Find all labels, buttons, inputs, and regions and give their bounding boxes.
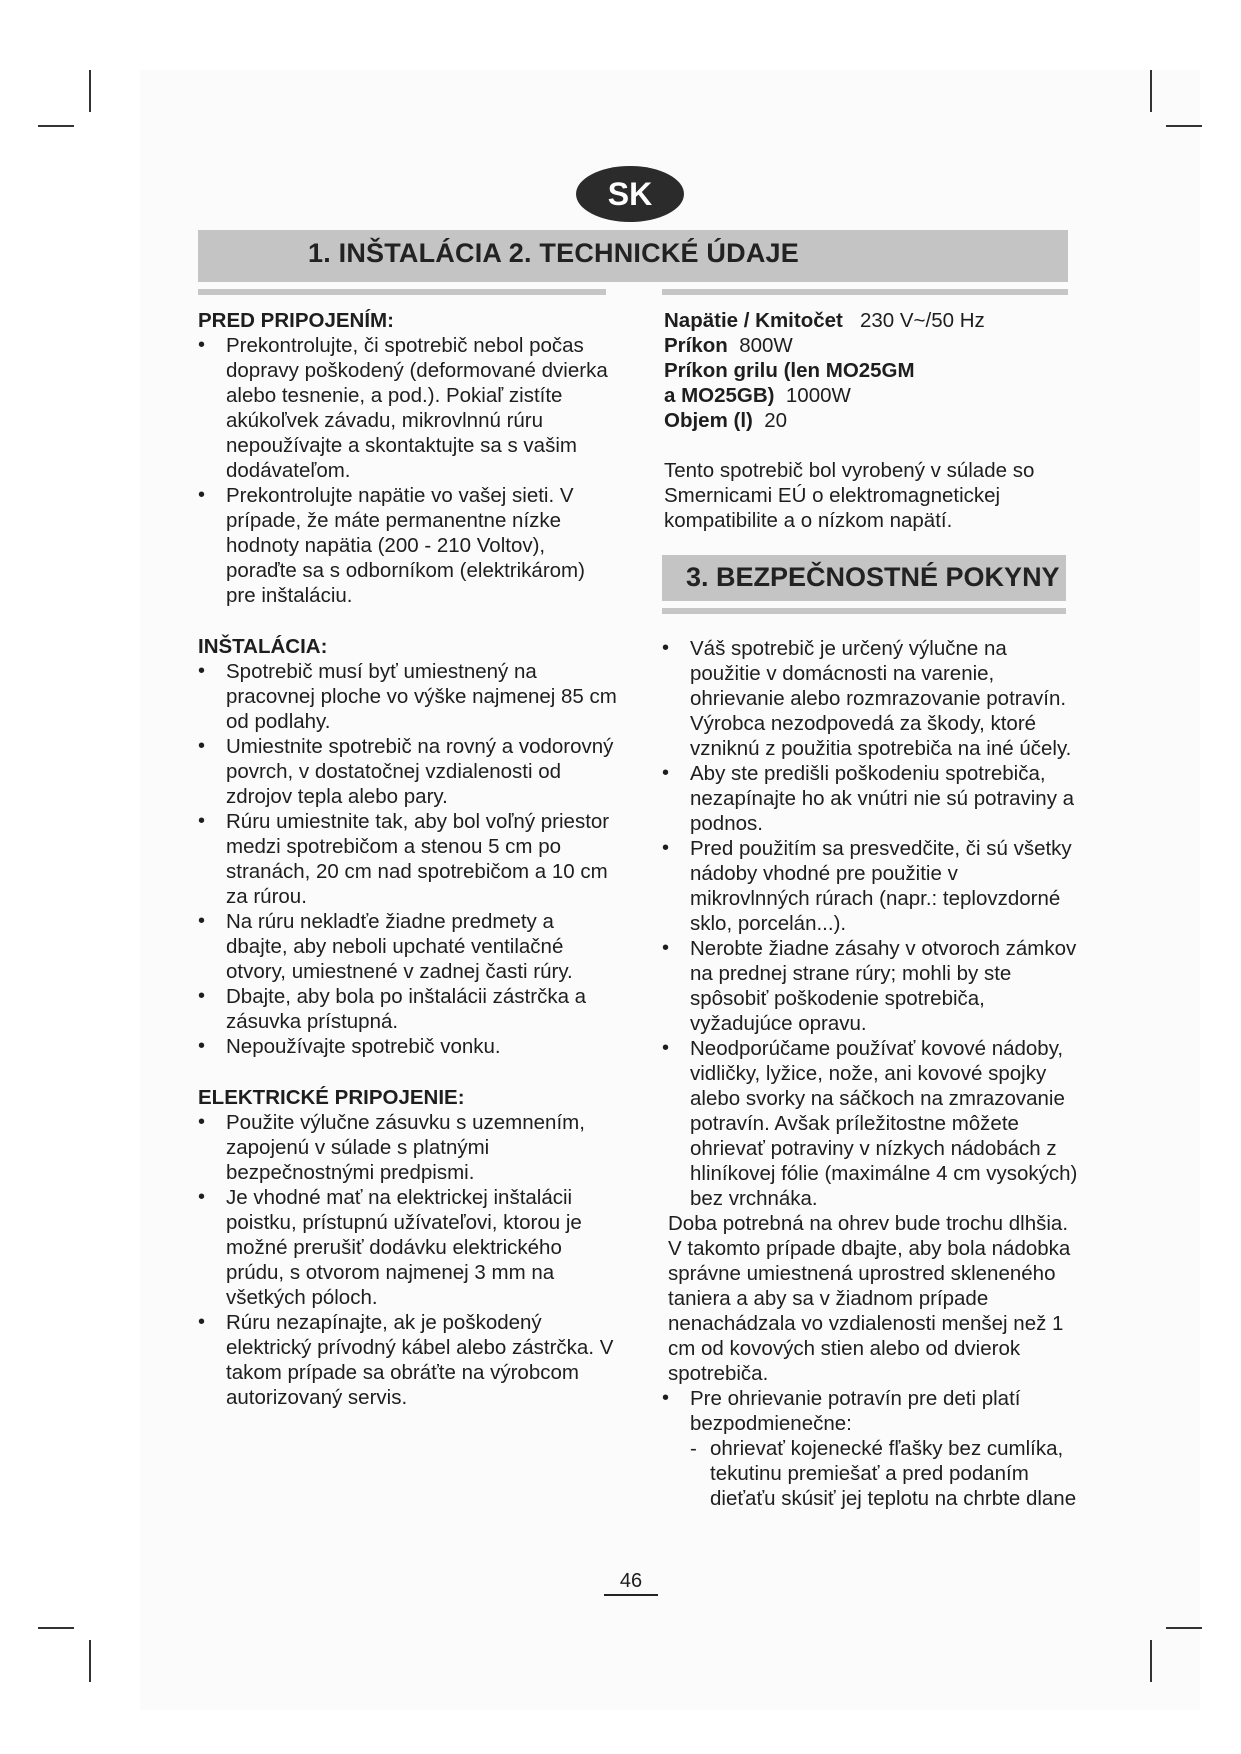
spec-grill-power: a MO25GB) 1000W (664, 384, 851, 407)
section-title-installation: INŠTALÁCIA: (198, 635, 328, 658)
safety-column (662, 636, 1080, 1511)
dash-mark: - (690, 1437, 697, 1460)
list-item: • Rúru nezapínajte, ak je poškodený elektrický prívodný kábel alebo zástrčka. V takom prípade sa obráťte na výrobcom autorizovaný servis. (198, 1310, 618, 1410)
crop-mark-top-left-v (89, 70, 91, 112)
language-badge: SK (576, 166, 684, 222)
spec-power: Príkon 800W (664, 334, 793, 357)
section-title-electrical-connection: ELEKTRICKÉ PRIPOJENIE: (198, 1086, 465, 1109)
list-item: • Váš spotrebič je určený výlučne na použitie v domácnosti na varenie, ohrievanie alebo rozmrazovanie potravín. Výrobca nezodpovedá za škody, ktoré vzniknú z použitia spotrebiča na iné účely. (662, 636, 1080, 761)
list-item: • Spotrebič musí byť umiestnený na pracovnej ploche vo výške najmenej 85 cm od podlahy. (198, 659, 618, 734)
header-underline-left (198, 289, 606, 295)
header-underline-right (662, 289, 1068, 295)
list-item: • Na rúru nekladťe žiadne predmety a dbajte, aby neboli upchaté ventilačné otvory, umiestnené v zadnej časti rúry. (198, 909, 618, 984)
heating-time-paragraph: Doba potrebná na ohrev bude trochu dlhšia. V takomto prípade dbajte, aby bola nádobka správne umiestnená uprostred skleneného taniera a aby sa v žiadnom prípade nenachádzala vo vzdialenosti menšej než 1 cm od kovových stien alebo od dvierok spotrebiča. (668, 1212, 1071, 1385)
before-connection-list (198, 333, 618, 608)
crop-mark-bottom-left-h (38, 1627, 74, 1629)
list-item: • Dbajte, aby bola po inštalácii zástrčka a zásuvka prístupná. (198, 984, 618, 1034)
list-item: • Pre ohrievanie potravín pre deti platí bezpodmienečne: (662, 1386, 1080, 1436)
list-item: • Je vhodné mať na elektrickej inštalácii poistku, prístupnú užívateľovi, ktorou je možné prerušiť dodávku elektrického prúdu, s otvorom najmenej 3 mm na všetkých póloch. (198, 1185, 618, 1310)
left-column (198, 308, 618, 1410)
section-title-before-connection: PRED PRIPOJENÍM: (198, 309, 394, 332)
list-item: • Prekontrolujte, či spotrebič nebol počas dopravy poškodený (deformované dvierka alebo tesnenie, a pod.). Pokiaľ zistíte akúkoľvek závadu, mikrovlnnú rúru nepoužívajte a skontaktujte sa s vašim dodávateľom. (198, 333, 618, 483)
list-item: • Prekontrolujte napätie vo vašej sieti. V prípade, že máte permanentne nízke hodnoty napätia (200 - 210 Voltov), poraďte sa s odborníkom (elektrikárom) pre inštaláciu. (198, 483, 618, 608)
technical-specs (664, 308, 1084, 533)
electrical-connection-list (198, 1110, 618, 1410)
list-item: • Umiestnite spotrebič na rovný a vodorovný povrch, v dostatočnej vzdialenosti od zdrojov tepla alebo pary. (198, 734, 618, 809)
list-item: • Nepoužívajte spotrebič vonku. (198, 1034, 618, 1059)
baby-bottle-instruction (662, 1436, 1080, 1511)
list-item: • Použite výlučne zásuvku s uzemnením, zapojenú v súlade s platnými bezpečnostnými predpismi. (198, 1110, 618, 1185)
installation-list (198, 659, 618, 1059)
safety-list (662, 636, 1080, 1211)
list-item: • Neodporúčame používať kovové nádoby, vidličky, lyžice, nože, ani kovové spojky alebo svorky na sáčkoch na zmrazovanie potravín. Avšak príležitostne môžete ohrievať potraviny v nízkych nádobách z hliníkovej fólie (maximálne 4 cm vysokých) bez vrchnáka. (662, 1036, 1080, 1211)
crop-mark-top-left-h (38, 125, 74, 127)
crop-mark-bottom-right-h (1166, 1627, 1202, 1629)
crop-mark-bottom-right-v (1150, 1640, 1152, 1682)
section-heading-safety: 3. BEZPEČNOSTNÉ POKYNY (686, 562, 1060, 592)
safety-list-children (662, 1386, 1080, 1436)
conformity-note: Tento spotrebič bol vyrobený v súlade so Smernicami EÚ o elektromagnetickej kompatibilite a o nízkom napätí. (664, 459, 1035, 532)
crop-mark-top-right-v (1150, 70, 1152, 112)
list-item: • Aby ste predišli poškodeniu spotrebiča, nezapínajte ho ak vnútri nie sú potraviny a podnos. (662, 761, 1080, 836)
list-item: • Nerobte žiadne zásahy v otvoroch zámkov na prednej strane rúry; mohli by ste spôsobiť poškodenie spotrebiča, vyžadujúce opravu. (662, 936, 1080, 1036)
baby-bottle-text: ohrievať kojenecké fľašky bez cumlíka, tekutinu premiešať a pred podaním dieťaťu skúsiť jej teplotu na chrbte dlane (710, 1437, 1077, 1510)
safety-header-underline (662, 608, 1066, 614)
crop-mark-bottom-left-v (89, 1640, 91, 1682)
section-heading-installation-technical: 1. INŠTALÁCIA 2. TECHNICKÉ ÚDAJE (308, 238, 799, 268)
spec-grill-power-label: Príkon grilu (len MO25GM (664, 359, 915, 382)
list-item: • Rúru umiestnite tak, aby bol voľný priestor medzi spotrebičom a stenou 5 cm po stranách, 20 cm nad spotrebičom a 10 cm za rúrou. (198, 809, 618, 909)
spec-volume: Objem (l) 20 (664, 409, 788, 432)
spec-voltage: Napätie / Kmitočet 230 V~/50 Hz (664, 309, 985, 332)
list-item: • Pred použitím sa presvedčite, či sú všetky nádoby vhodné pre použitie v mikrovlnných rúrach (napr.: teplovzdorné sklo, porcelán...). (662, 836, 1080, 936)
page-number: 46 (604, 1568, 658, 1596)
crop-mark-top-right-h (1166, 125, 1202, 127)
